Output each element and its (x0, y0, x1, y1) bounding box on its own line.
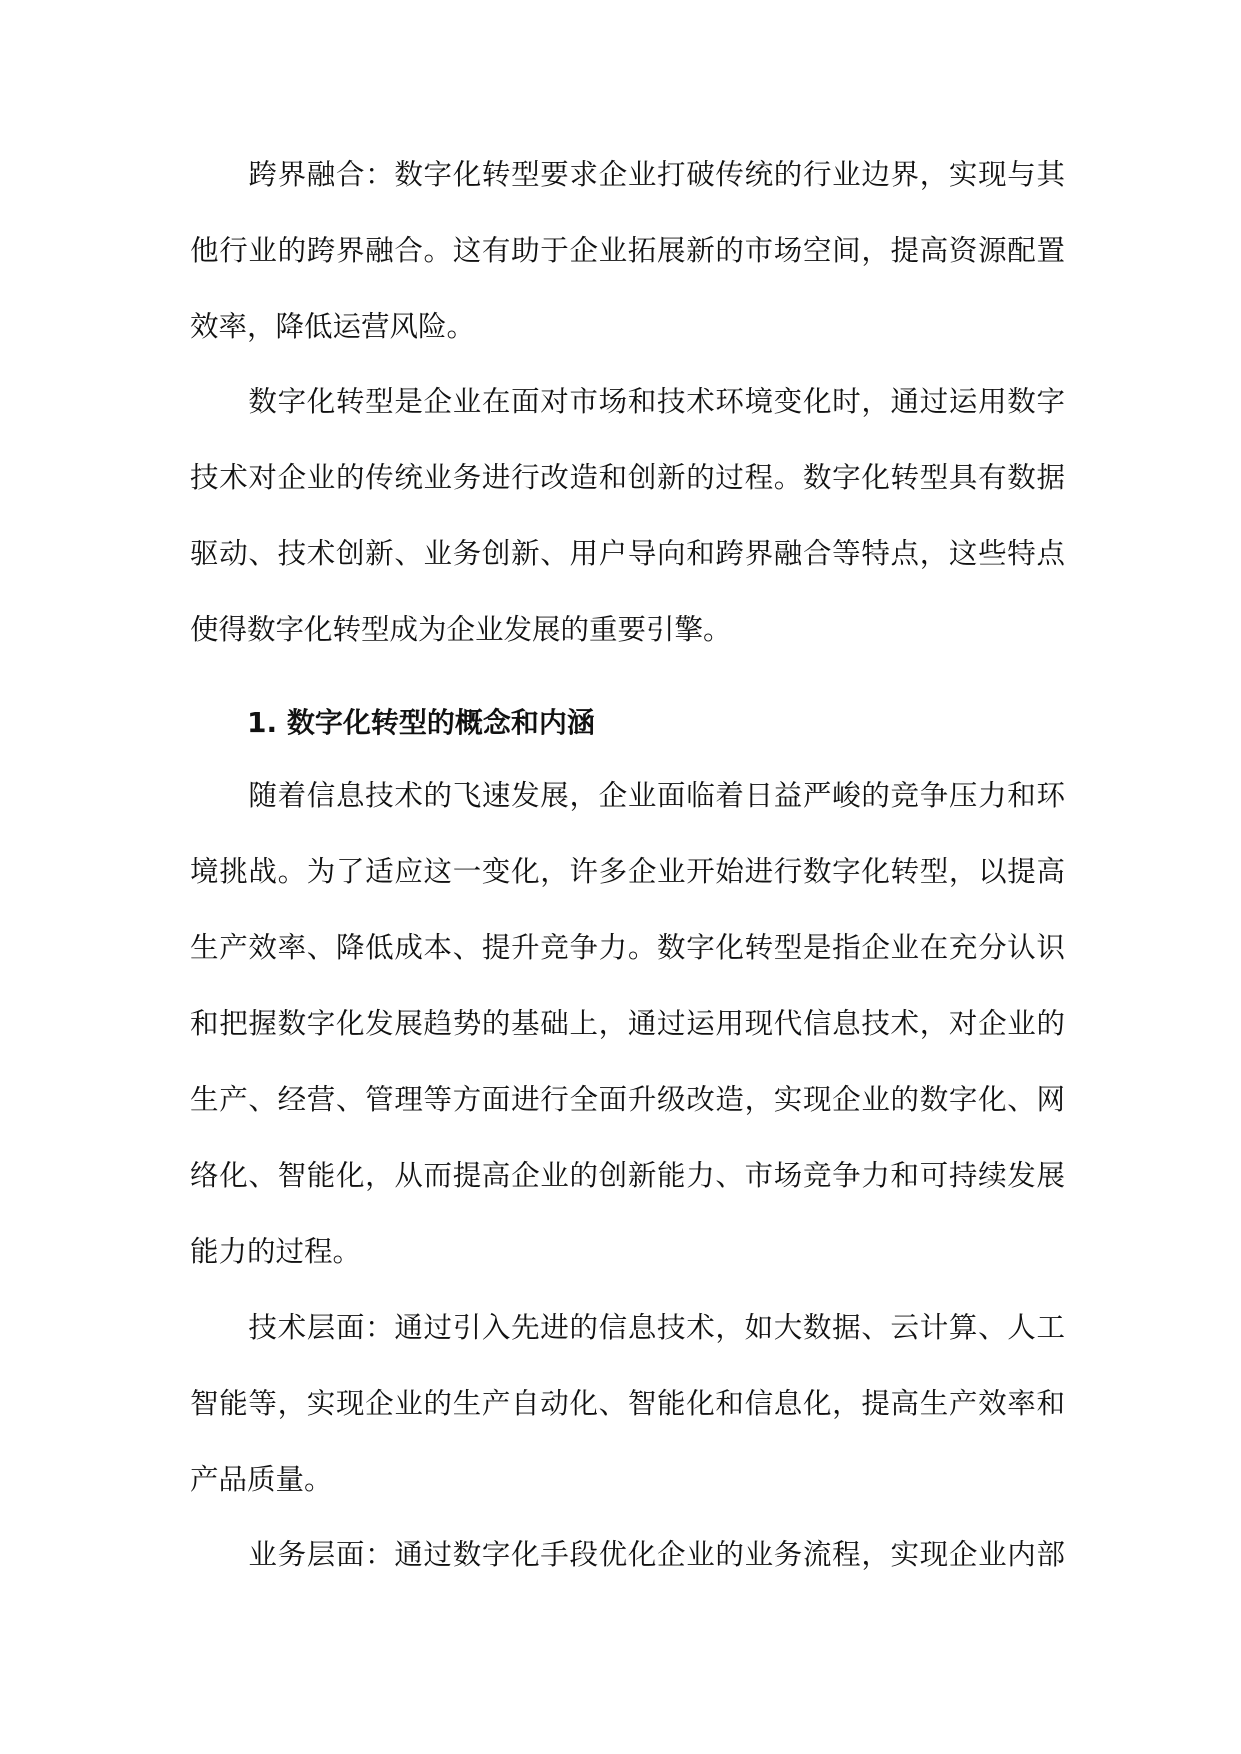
text-line: 生产效率、降低成本、提升竞争力。数字化转型是指企业在充分认识 (190, 931, 1065, 964)
text-line: 和把握数字化发展趋势的基础上，通过运用现代信息技术，对企业的 (190, 1007, 1065, 1040)
text-line: 使得数字化转型成为企业发展的重要引擎。 (190, 613, 732, 646)
text-line: 他行业的跨界融合。这有助于企业拓展新的市场空间，提高资源配置 (190, 234, 1065, 267)
paragraph-cross-industry-integration (190, 137, 1065, 365)
text-line: 技术层面：通过引入先进的信息技术，如大数据、云计算、人工 (190, 1311, 1065, 1344)
text-line: 跨界融合：数字化转型要求企业打破传统的行业边界，实现与其 (190, 158, 1065, 191)
text-line: 业务层面：通过数字化手段优化企业的业务流程，实现企业内部 (190, 1538, 1065, 1571)
text-line: 数字化转型是企业在面对市场和技术环境变化时，通过运用数字 (190, 385, 1065, 418)
text-line: 效率，降低运营风险。 (190, 310, 476, 343)
text-line: 驱动、技术创新、业务创新、用户导向和跨界融合等特点，这些特点 (190, 537, 1065, 570)
text-line: 生产、经营、管理等方面进行全面升级改造，实现企业的数字化、网 (190, 1083, 1065, 1116)
text-line: 技术对企业的传统业务进行改造和创新的过程。数字化转型具有数据 (190, 461, 1065, 494)
text-line: 产品质量。 (190, 1463, 333, 1496)
paragraph-technology-level (190, 1290, 1065, 1518)
text-line: 智能等，实现企业的生产自动化、智能化和信息化，提高生产效率和 (190, 1387, 1065, 1420)
paragraph-business-level (190, 1517, 1065, 1593)
text-line: 随着信息技术的飞速发展，企业面临着日益严峻的竞争压力和环 (190, 779, 1065, 812)
text-line: 能力的过程。 (190, 1235, 362, 1268)
text-line: 络化、智能化，从而提高企业的创新能力、市场竞争力和可持续发展 (190, 1159, 1065, 1192)
paragraph-digital-transformation-summary (190, 364, 1065, 668)
paragraph-concept-and-connotation (190, 758, 1065, 1290)
text-line: 境挑战。为了适应这一变化，许多企业开始进行数字化转型，以提高 (190, 855, 1065, 888)
section-heading: 1. 数字化转型的概念和内涵 (247, 706, 595, 739)
